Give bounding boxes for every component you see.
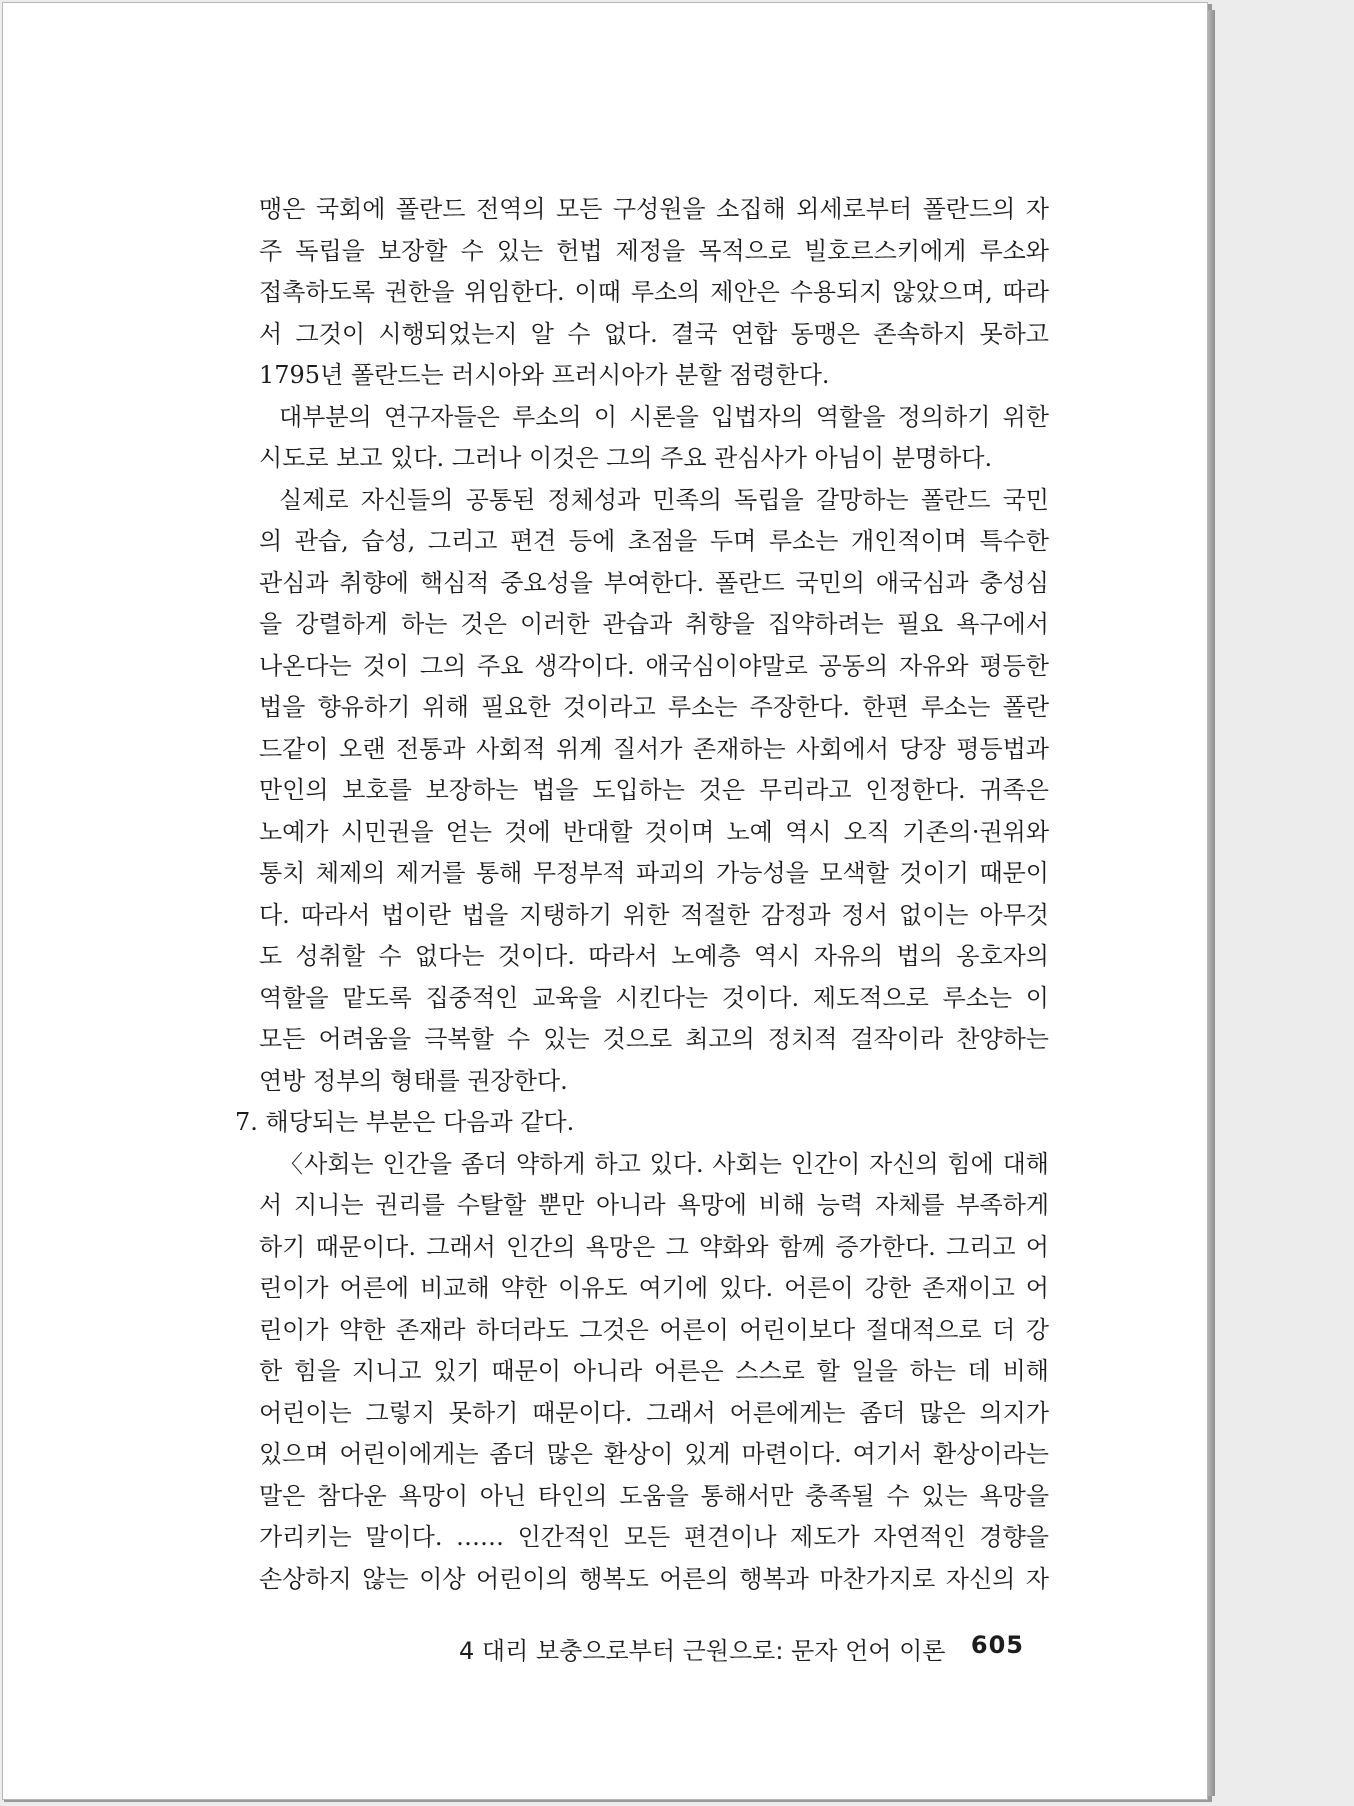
text-line: 〈사회는 인간을 좀더 약하게 하고 있다. 사회는 인간이 자신의 힘에 대해	[279, 1149, 1049, 1178]
text-line: 서 지니는 권리를 수탈할 뿐만 아니라 욕망에 비해 능력 자체를 부족하게	[259, 1191, 1049, 1219]
text-line: 을 강렬하게 하는 것은 이러한 관습과 취향을 집약하려는 필요 욕구에서	[259, 610, 1049, 638]
running-title: 4 대리 보충으로부터 근원으로: 문자 언어 이론	[459, 1637, 946, 1665]
body-text	[235, 189, 1049, 1600]
text-line: 법을 향유하기 위해 필요한 것이라고 루소는 주장한다. 한편 루소는 폴란	[259, 693, 1049, 721]
text-line: 드같이 오랜 전통과 사회적 위계 질서가 존재하는 사회에서 당장 평등법과	[259, 734, 1049, 763]
text-line: 하기 때문이다. 그래서 인간의 욕망은 그 약화와 함께 증가한다. 그리고 어	[259, 1232, 1049, 1261]
text-line: 맹은 국회에 폴란드 전역의 모든 구성원을 소집해 외세로부터 폴란드의 자	[259, 195, 1049, 223]
text-line: 의 관습, 습성, 그리고 편견 등에 초점을 두며 루소는 개인적이며 특수한	[259, 527, 1049, 555]
text-line: 연방 정부의 형태를 권장한다.	[259, 1066, 568, 1095]
text-line: 노예가 시민권을 얻는 것에 반대할 것이며 노예 역시 오직 기존의·권위와	[259, 817, 1049, 846]
text-line: 나온다는 것이 그의 주요 생각이다. 애국심이야말로 공동의 자유와 평등한	[259, 651, 1049, 680]
book-page	[2, 2, 1208, 1800]
text-line: 린이가 어른에 비교해 약한 이유도 여기에 있다. 어른이 강한 존재이고 어	[259, 1274, 1049, 1302]
text-line: 시도로 보고 있다. 그러나 이것은 그의 주요 관심사가 아님이 분명하다.	[259, 444, 993, 472]
note-heading: 7. 해당되는 부분은 다음과 같다.	[235, 1108, 575, 1136]
text-line: 손상하지 않는 이상 어린이의 행복도 어른의 행복과 마찬가지로 자신의 자	[259, 1564, 1049, 1593]
text-line: 한 힘을 지니고 있기 때문이 아니라 어른은 스스로 할 일을 하는 데 비해	[259, 1357, 1049, 1385]
text-line: 다. 따라서 법이란 법을 지탱하기 위한 적절한 감정과 정서 없이는 아무것	[259, 900, 1049, 929]
text-line: 실제로 자신들의 공통된 정체성과 민족의 독립을 갈망하는 폴란드 국민	[279, 485, 1049, 514]
text-line: 접촉하도록 권한을 위임한다. 이때 루소의 제안은 수용되지 않았으며, 따라	[259, 278, 1049, 306]
text-line: 말은 참다운 욕망이 아닌 타인의 도움을 통해서만 충족될 수 있는 욕망을	[259, 1481, 1049, 1510]
text-line: 어린이는 그렇지 못하기 때문이다. 그래서 어른에게는 좀더 많은 의지가	[259, 1398, 1049, 1427]
text-line: 관심과 취향에 핵심적 중요성을 부여한다. 폴란드 국민의 애국심과 충성심	[259, 568, 1049, 597]
text-line: 통치 체제의 제거를 통해 무정부적 파괴의 가능성을 모색할 것이기 때문이	[259, 859, 1049, 887]
text-line: 역할을 맡도록 집중적인 교육을 시킨다는 것이다. 제도적으로 루소는 이	[259, 983, 1049, 1012]
text-line: 대부분의 연구자들은 루소의 이 시론을 입법자의 역할을 정의하기 위한	[279, 402, 1049, 431]
page-footer	[459, 1631, 1024, 1666]
text-line: 가리키는 말이다. …… 인간적인 모든 편견이나 제도가 자연적인 경향을	[259, 1523, 1049, 1551]
text-line: 도 성취할 수 없다는 것이다. 따라서 노예층 역시 자유의 법의 옹호자의	[259, 942, 1049, 970]
text-line: 1795년 폴란드는 러시아와 프러시아가 분할 점령한다.	[259, 361, 830, 389]
page-number: 605	[970, 1631, 1024, 1659]
text-line: 서 그것이 시행되었는지 알 수 없다. 결국 연합 동맹은 존속하지 못하고	[259, 319, 1049, 348]
text-line: 주 독립을 보장할 수 있는 헌법 제정을 목적으로 빌호르스키에게 루소와	[259, 236, 1049, 265]
text-line: 만인의 보호를 보장하는 법을 도입하는 것은 무리라고 인정한다. 귀족은	[259, 776, 1049, 804]
text-line: 린이가 약한 존재라 하더라도 그것은 어른이 어린이보다 절대적으로 더 강	[259, 1315, 1049, 1344]
text-line: 모든 어려움을 극복할 수 있는 것으로 최고의 정치적 걸작이라 찬양하는	[259, 1025, 1049, 1053]
text-line: 있으며 어린이에게는 좀더 많은 환상이 있게 마련이다. 여기서 환상이라는	[259, 1440, 1049, 1468]
